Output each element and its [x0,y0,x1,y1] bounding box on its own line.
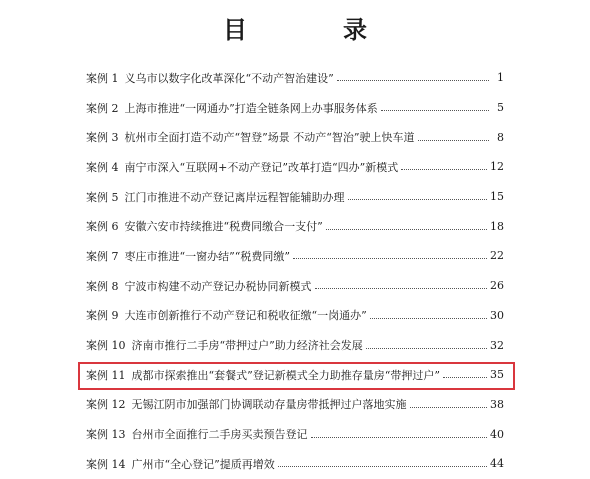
toc-entry[interactable] [86,330,504,360]
dot-leader [401,169,487,170]
page-number: 30 [490,308,504,322]
toc-entry[interactable] [86,63,504,93]
case-title: 台州市全面推行二手房买卖预告登记 [131,428,308,442]
page-number: 8 [497,130,504,144]
dot-leader [410,407,488,408]
case-title: 义乌市以数字化改革深化“不动产智治建设” [124,71,334,85]
case-title: 宁波市构建不动产登记办税协同新模式 [124,279,312,293]
toc-entry[interactable] [86,419,504,449]
case-title: 上海市推进“一网通办”打造全链条网上办事服务体系 [124,101,378,115]
page-number: 15 [490,190,504,204]
case-label: 案例 4 [86,160,119,174]
toc-entry[interactable] [86,271,504,301]
toc-entry[interactable] [86,390,504,420]
case-title: 枣庄市推进“一窗办结”“税费同缴” [124,249,290,263]
dot-leader [381,110,489,111]
toc-entry[interactable] [86,449,504,479]
page-number: 38 [490,397,504,411]
case-label: 案例 12 [86,398,126,412]
highlight-box [78,362,515,390]
toc-entry[interactable] [86,152,504,182]
dot-leader [370,318,487,319]
page-number: 18 [490,219,504,233]
case-label: 案例 5 [86,190,119,204]
case-label: 案例 3 [86,131,119,145]
page-number: 5 [497,101,504,115]
toc-entry[interactable] [86,211,504,241]
case-title: 成都市探索推出“套餐式”登记新模式全力助推存量房“带押过户” [131,368,440,382]
case-title: 安徽六安市持续推进“税费同缴合一支付” [124,220,323,234]
page-number: 32 [490,338,504,352]
dot-leader [278,466,487,467]
dot-leader [326,229,487,230]
page-number: 1 [497,71,504,85]
case-title: 南宁市深入“互联网+不动产登记”改革打造“四办”新模式 [124,160,399,174]
case-title: 大连市创新推行不动产登记和税收征缴“一岗通办” [124,309,367,323]
toc-entry[interactable] [86,122,504,152]
page-number: 35 [490,368,504,382]
case-label: 案例 10 [86,339,126,353]
toc-entry[interactable] [86,301,504,331]
dot-leader [366,348,487,349]
case-label: 案例 14 [86,457,126,471]
page-number: 44 [490,457,504,471]
case-title: 济南市推行二手房“带押过户”助力经济社会发展 [131,339,363,353]
case-label: 案例 2 [86,101,119,115]
case-label: 案例 6 [86,220,119,234]
case-label: 案例 8 [86,279,119,293]
toc-entry[interactable] [86,241,504,271]
dot-leader [293,258,487,259]
page-number: 40 [490,427,504,441]
case-title: 江门市推进不动产登记离岸远程智能辅助办理 [124,190,345,204]
page-number: 12 [490,160,504,174]
toc-entry[interactable] [86,93,504,123]
dot-leader [348,199,488,200]
table-of-contents [86,63,504,479]
dot-leader [315,288,488,289]
page-number: 26 [490,279,504,293]
dot-leader [418,140,490,141]
case-label: 案例 9 [86,309,119,323]
case-title: 广州市“全心登记”提质再增效 [131,457,275,471]
case-label: 案例 7 [86,249,119,263]
dot-leader [337,80,489,81]
toc-entry[interactable] [86,182,504,212]
case-label: 案例 13 [86,428,126,442]
page-number: 22 [490,249,504,263]
case-title: 杭州市全面打造不动产“智登”场景 不动产“智治”驶上快车道 [124,131,415,145]
page-title: 目 录 [223,16,403,44]
case-label: 案例 1 [86,71,119,85]
case-label: 案例 11 [86,368,126,382]
dot-leader [311,437,488,438]
case-title: 无锡江阴市加强部门协调联动存量房带抵押过户落地实施 [131,398,407,412]
